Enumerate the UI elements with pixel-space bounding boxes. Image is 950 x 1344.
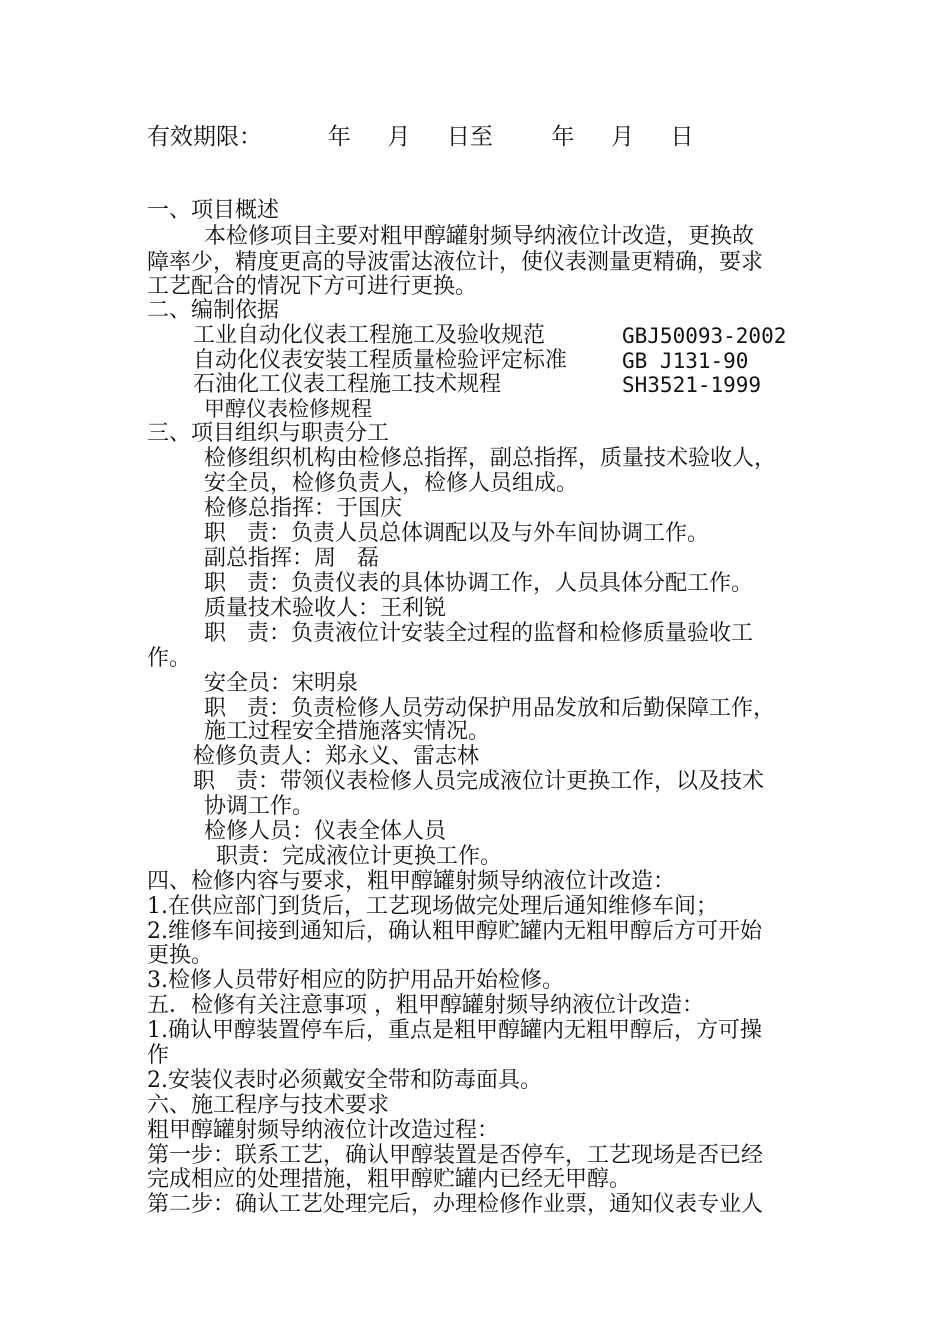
paragraph-line: 2.维修车间接到通知后，确认粗甲醇贮罐内无粗甲醇后方可开始 (147, 919, 762, 944)
standard-name: 工业自动化仪表工程施工及验收规范 (193, 323, 546, 348)
paragraph-line: 3.检修人员带好相应的防护用品开始检修。 (147, 968, 564, 993)
paragraph-line: 职 责：负责液位计安装全过程的监督和检修质量验收工 (204, 621, 753, 646)
paragraph-line: 粗甲醇罐射频导纳液位计改造过程： (147, 1118, 500, 1143)
paragraph-line: 质量技术验收人：王利锐 (204, 596, 447, 621)
paragraph-line: 完成相应的处理措施，粗甲醇贮罐内已经无甲醇。 (147, 1167, 632, 1192)
section-title-overview: 一、项目概述 (147, 198, 280, 223)
paragraph-line: 职 责：负责仪表的具体协调工作，人员具体分配工作。 (204, 571, 753, 596)
section-title-basis: 二、编制依据 (147, 298, 280, 323)
paragraph-line: 职 责：负责人员总体调配以及与外车间协调工作。 (204, 521, 709, 546)
section-title-content: 四、检修内容与要求，粗甲醇罐射频导纳液位计改造： (147, 869, 676, 894)
paragraph-line: 1.确认甲醇装置停车后，重点是粗甲醇罐内无粗甲醇后，方可操 (147, 1018, 762, 1043)
paragraph-line: 检修总指挥：于国庆 (204, 496, 403, 521)
paragraph-line: 职 责：带领仪表检修人员完成液位计更换工作，以及技术 (193, 769, 764, 794)
paragraph-line: 1.在供应部门到货后，工艺现场做完处理后通知维修车间； (147, 894, 718, 919)
paragraph-line: 施工过程安全措施落实情况。 (204, 719, 491, 744)
standard-name: 自动化仪表安装工程质量检验评定标准 (193, 348, 568, 373)
paragraph-line: 更换。 (147, 943, 214, 968)
paragraph-line: 第一步：联系工艺，确认甲醇装置是否停车，工艺现场是否已经 (147, 1143, 764, 1168)
standard-extra: 甲醇仪表检修规程 (204, 397, 372, 421)
standard-name: 石油化工仪表工程施工技术规程 (193, 372, 502, 397)
paragraph-line: 协调工作。 (204, 794, 315, 819)
paragraph-line: 安全员，检修负责人，检修人员组成。 (204, 471, 579, 496)
paragraph-line: 职 责：负责检修人员劳动保护用品发放和后勤保障工作， (204, 696, 775, 721)
section-title-procedure: 六、施工程序与技术要求 (147, 1093, 390, 1118)
paragraph-line: 作。 (147, 646, 192, 671)
paragraph-line: 职责：完成液位计更换工作。 (216, 844, 503, 869)
paragraph-line: 副总指挥：周 磊 (204, 546, 379, 571)
paragraph-line: 第二步：确认工艺处理完后，办理检修作业票，通知仪表专业人 (147, 1192, 764, 1217)
paragraph-line: 检修人员：仪表全体人员 (204, 819, 447, 844)
paragraph-line: 安全员：宋明泉 (204, 671, 359, 696)
section-title-organization: 三、项目组织与职责分工 (147, 421, 390, 446)
paragraph-line: 工艺配合的情况下方可进行更换。 (147, 274, 478, 299)
paragraph-line: 障率少，精度更高的导波雷达液位计，使仪表测量更精确，要求 (147, 250, 764, 275)
standard-code: GB J131-90 (622, 349, 749, 373)
paragraph-line: 作 (147, 1043, 170, 1068)
paragraph-line: 检修组织机构由检修总指挥，副总指挥，质量技术验收人， (204, 446, 777, 471)
section-title-precautions: 五．检修有关注意事项 ，粗甲醇罐射频导纳液位计改造： (147, 993, 704, 1018)
paragraph-line: 检修负责人：郑永义、雷志林 (193, 744, 480, 769)
paragraph-line: 本检修项目主要对粗甲醇罐射频导纳液位计改造，更换故 (204, 224, 755, 249)
paragraph-line: 2.安装仪表时必须戴安全带和防毒面具。 (147, 1068, 542, 1093)
standard-code: GBJ50093-2002 (622, 324, 787, 348)
standard-code: SH3521-1999 (622, 373, 762, 397)
validity-period: 有效期限： 年 月 日至 年 月 日 (147, 124, 694, 150)
